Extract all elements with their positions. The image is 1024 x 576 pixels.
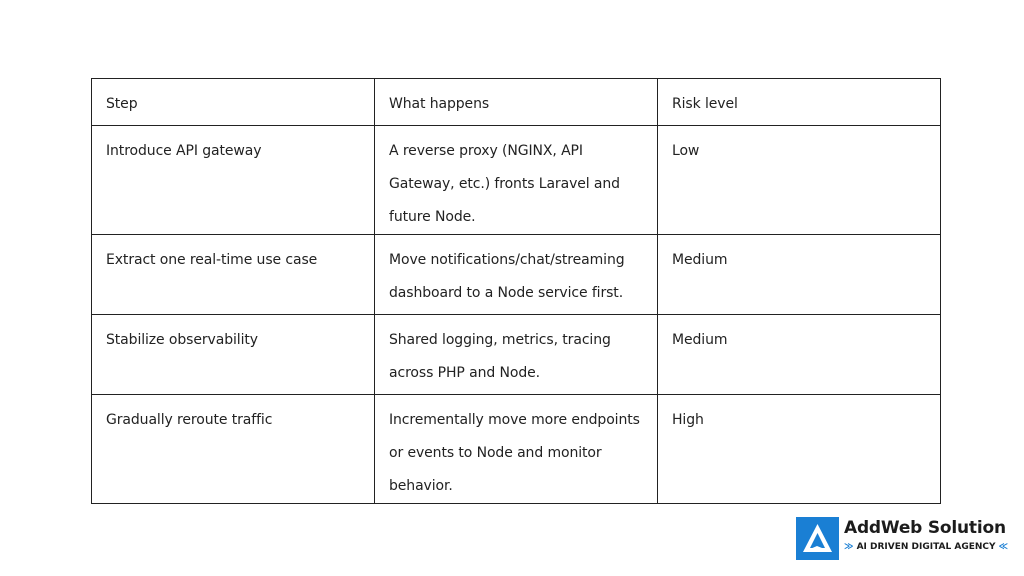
what-happens-cell: Shared logging, metrics, tracing across PHP and Node. — [375, 315, 658, 395]
brand-name: AddWeb Solution — [844, 518, 1006, 538]
migration-steps-table — [91, 78, 941, 504]
what-happens-cell: A reverse proxy (NGINX, API Gateway, etc.) fronts Laravel and future Node. — [375, 126, 658, 235]
risk-level-cell: Low — [658, 126, 941, 235]
header-what-happens: What happens — [375, 79, 658, 126]
step-cell: Introduce API gateway — [92, 126, 375, 235]
table-header-row — [92, 79, 941, 126]
risk-level-cell: Medium — [658, 235, 941, 315]
what-happens-cell: Move notifications/chat/streaming dashboard to a Node service first. — [375, 235, 658, 315]
addweb-logo-icon — [796, 517, 839, 560]
what-happens-cell: Incrementally move more endpoints or events to Node and monitor behavior. — [375, 395, 658, 504]
risk-level-cell: High — [658, 395, 941, 504]
table-row — [92, 235, 941, 315]
risk-level-cell: Medium — [658, 315, 941, 395]
brand-block — [796, 517, 1011, 561]
table-row — [92, 126, 941, 235]
step-cell: Extract one real-time use case — [92, 235, 375, 315]
brand-tagline: AI DRIVEN DIGITAL AGENCY — [856, 542, 996, 552]
double-arrow-left-icon: ≪ — [998, 542, 1009, 552]
table-row — [92, 395, 941, 504]
header-step: Step — [92, 79, 375, 126]
brand-tagline-line — [844, 542, 1008, 552]
header-risk-level: Risk level — [658, 79, 941, 126]
step-cell: Gradually reroute traffic — [92, 395, 375, 504]
table-row — [92, 315, 941, 395]
step-cell: Stabilize observability — [92, 315, 375, 395]
double-arrow-right-icon: ≫ — [844, 542, 854, 552]
